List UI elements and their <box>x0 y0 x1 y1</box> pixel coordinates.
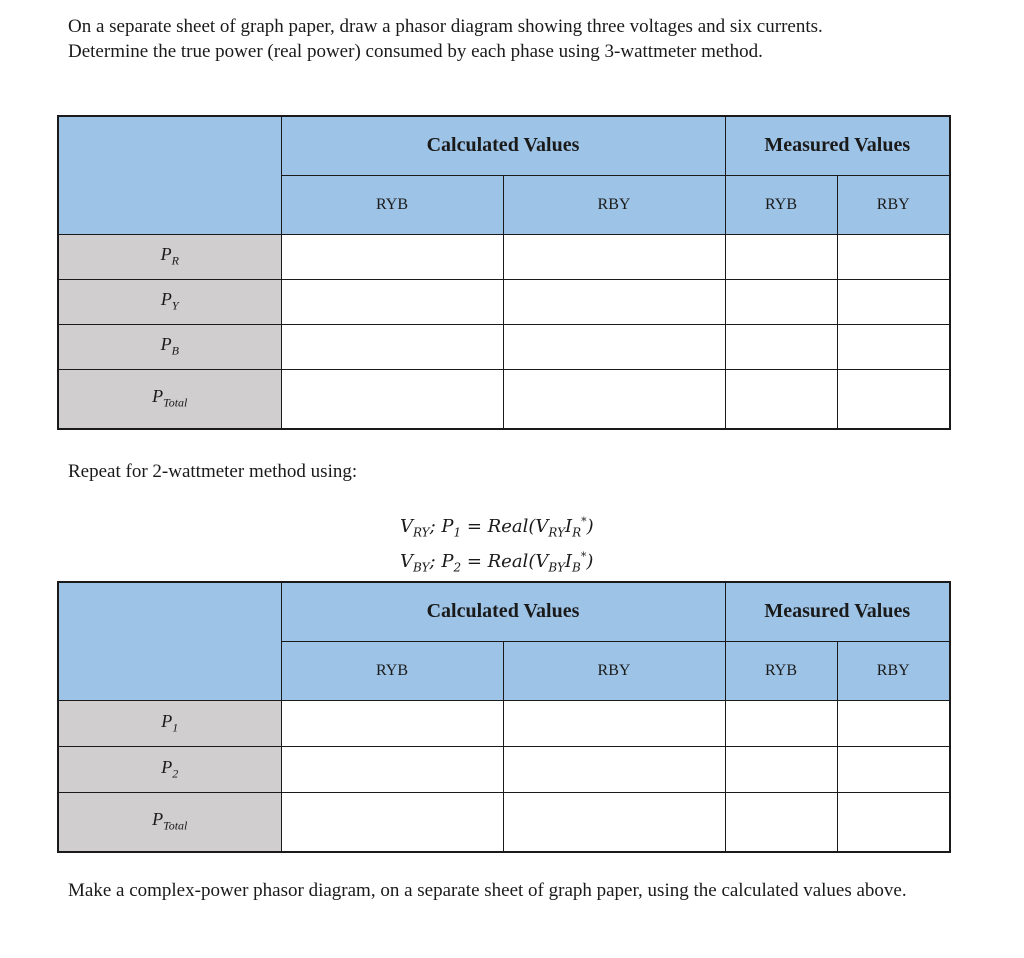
input-cell[interactable] <box>837 234 950 279</box>
measured-values-header: Measured Values <box>725 116 950 175</box>
col-calc-ryb: RYB <box>281 641 503 700</box>
row-label-p2: $P_2$ <box>58 746 281 792</box>
row-label-pb: $P_B$ <box>58 324 281 369</box>
input-cell[interactable] <box>725 234 837 279</box>
input-cell[interactable] <box>725 700 837 746</box>
formula-p1: $V_{RY}$; $P_1$ = $Real(V_{RY}I_R^*)$ <box>400 515 594 540</box>
input-cell[interactable] <box>725 369 837 429</box>
corner-cell <box>58 116 281 234</box>
input-cell[interactable] <box>837 700 950 746</box>
measured-values-header: Measured Values <box>725 582 950 641</box>
calculated-values-header: Calculated Values <box>281 116 725 175</box>
input-cell[interactable] <box>837 279 950 324</box>
two-wattmeter-table <box>57 581 951 853</box>
input-cell[interactable] <box>281 324 503 369</box>
input-cell[interactable] <box>503 234 725 279</box>
input-cell[interactable] <box>503 279 725 324</box>
input-cell[interactable] <box>503 746 725 792</box>
input-cell[interactable] <box>503 700 725 746</box>
outro-paragraph: Make a complex-power phasor diagram, on a separate sheet of graph paper, using the calculated values above. <box>68 880 907 901</box>
row-label-py: $P_Y$ <box>58 279 281 324</box>
col-calc-rby: RBY <box>503 175 725 234</box>
row-label-pr: $P_R$ <box>58 234 281 279</box>
col-calc-ryb: RYB <box>281 175 503 234</box>
row-label-ptotal: $P_{Total}$ <box>58 792 281 852</box>
input-cell[interactable] <box>837 792 950 852</box>
input-cell[interactable] <box>281 279 503 324</box>
three-wattmeter-table <box>57 115 951 430</box>
input-cell[interactable] <box>725 279 837 324</box>
corner-cell <box>58 582 281 700</box>
col-meas-ryb: RYB <box>725 641 837 700</box>
input-cell[interactable] <box>725 792 837 852</box>
col-meas-ryb: RYB <box>725 175 837 234</box>
input-cell[interactable] <box>837 324 950 369</box>
input-cell[interactable] <box>281 746 503 792</box>
input-cell[interactable] <box>281 700 503 746</box>
col-meas-rby: RBY <box>837 175 950 234</box>
row-label-ptotal: $P_{Total}$ <box>58 369 281 429</box>
row-label-p1: $P_1$ <box>58 700 281 746</box>
input-cell[interactable] <box>281 234 503 279</box>
intro-paragraph <box>68 14 948 64</box>
input-cell[interactable] <box>837 369 950 429</box>
formula-p2: $V_{BY}$; $P_2$ = $Real(V_{BY}I_B^*)$ <box>400 549 594 575</box>
col-calc-rby: RBY <box>503 641 725 700</box>
input-cell[interactable] <box>503 324 725 369</box>
repeat-instruction: Repeat for 2-wattmeter method using: <box>68 461 358 482</box>
intro-line-1: On a separate sheet of graph paper, draw a phasor diagram showing three voltages and six currents. <box>68 16 823 37</box>
formula-block <box>400 510 594 579</box>
input-cell[interactable] <box>725 746 837 792</box>
input-cell[interactable] <box>725 324 837 369</box>
col-meas-rby: RBY <box>837 641 950 700</box>
input-cell[interactable] <box>503 792 725 852</box>
input-cell[interactable] <box>281 792 503 852</box>
intro-line-2: Determine the true power (real power) consumed by each phase using 3-wattmeter method. <box>68 41 763 62</box>
input-cell[interactable] <box>503 369 725 429</box>
input-cell[interactable] <box>837 746 950 792</box>
input-cell[interactable] <box>281 369 503 429</box>
calculated-values-header: Calculated Values <box>281 582 725 641</box>
